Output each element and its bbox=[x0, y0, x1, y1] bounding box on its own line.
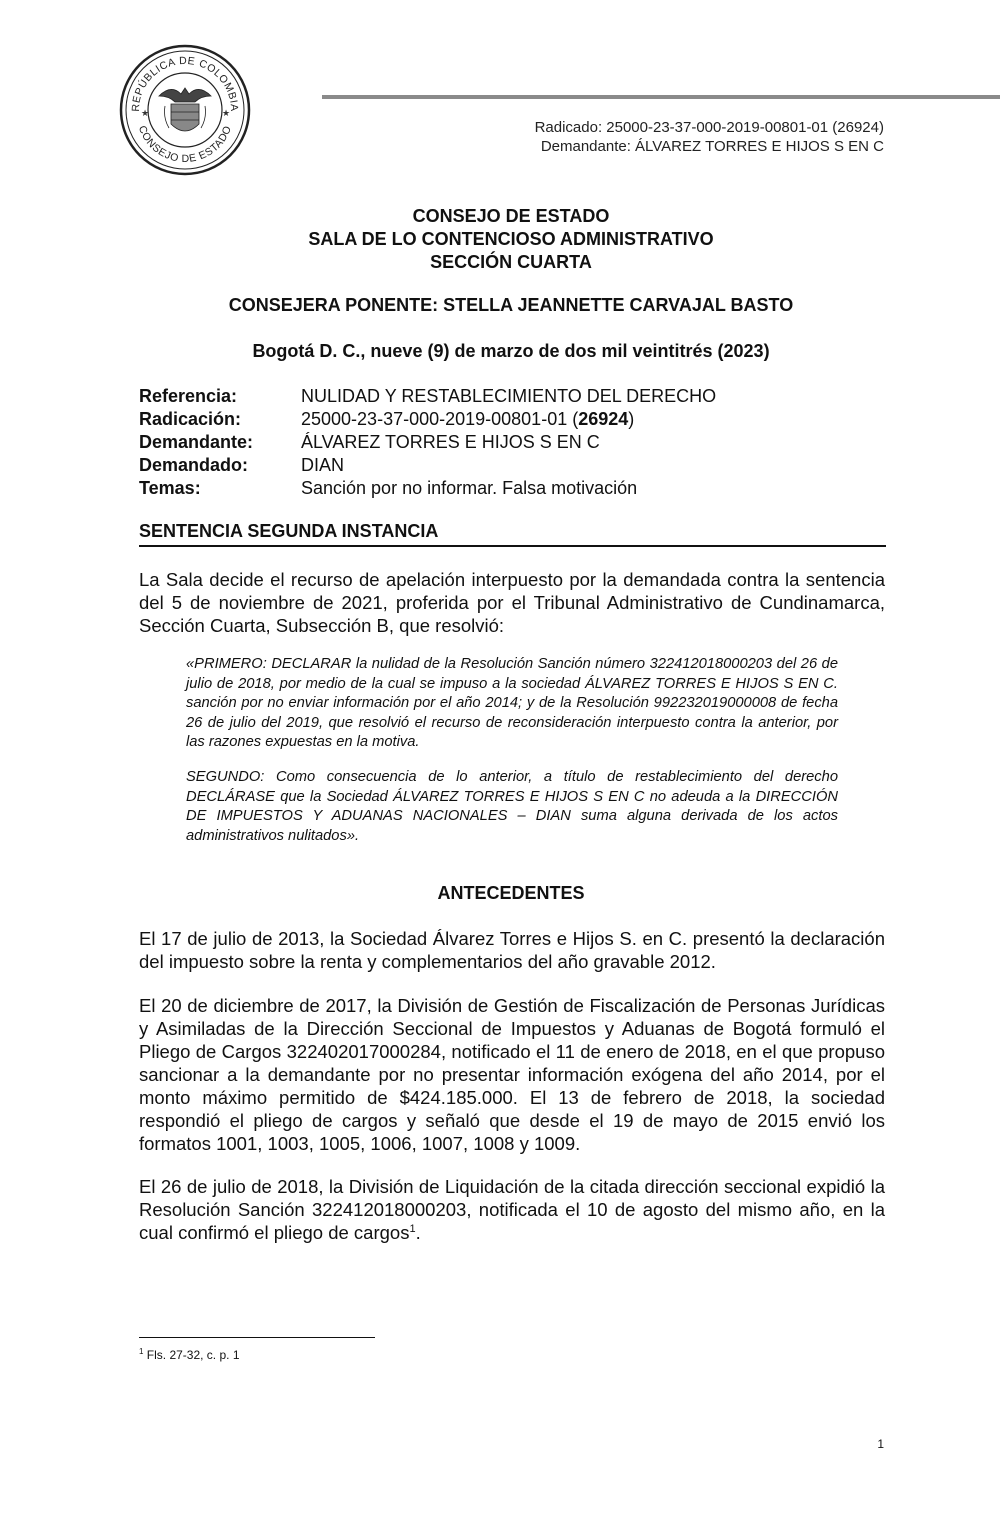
seal-ring-text-bottom: CONSEJO DE ESTADO bbox=[135, 123, 235, 166]
header-rule bbox=[322, 95, 1000, 99]
sentencia-heading: SENTENCIA SEGUNDA INSTANCIA bbox=[139, 520, 886, 547]
temas-value: Sanción por no informar. Falsa motivación bbox=[301, 478, 638, 498]
radicacion-label: Radicación: bbox=[139, 409, 242, 429]
radicacion-internal-number: 26924 bbox=[578, 409, 629, 429]
body-paragraph-2: El 17 de julio de 2013, la Sociedad Álvarez Torres e Hijos S. en C. presentó la declaración del impuesto sobre la renta y complementarios del año gravable 2012. bbox=[139, 928, 885, 972]
header-demandante: Demandante: ÁLVAREZ TORRES E HIJOS S EN C bbox=[540, 138, 884, 155]
reference-row bbox=[139, 431, 716, 454]
date-line: Bogotá D. C., nueve (9) de marzo de dos mil veintitrés (2023) bbox=[252, 341, 770, 361]
radicacion-close: ) bbox=[628, 409, 635, 429]
footnote-text: Fls. 27-32, c. p. 1 bbox=[143, 1348, 240, 1362]
seal-ring-text-top: REPÚBLICA DE COLOMBIA bbox=[129, 54, 241, 112]
referencia-label: Referencia: bbox=[139, 386, 238, 406]
svg-text:★: ★ bbox=[141, 109, 150, 119]
consejo-de-estado-seal bbox=[119, 44, 251, 176]
footnote-divider bbox=[139, 1337, 375, 1338]
header-radicado: Radicado: 25000-23-37-000-2019-00801-01 (26924) bbox=[534, 119, 884, 136]
court-line-1: CONSEJO DE ESTADO bbox=[412, 206, 610, 226]
ponente-line: CONSEJERA PONENTE: STELLA JEANNETTE CARVAJAL BASTO bbox=[228, 295, 794, 315]
paragraph-4-text: El 26 de julio de 2018, la División de Liquidación de la citada dirección seccional expidió la Resolución Sanción 322412018000203, notificada el 10 de agosto del mismo año, en la cual confirmó el pliego de cargos bbox=[139, 1176, 885, 1243]
body-paragraph-1: La Sala decide el recurso de apelación interpuesto por la demandada contra la sentencia del 5 de noviembre de 2021, proferida por el Tribunal Administrativo de Cundinamarca, Sección Cuarta, Subsección B, que resolvió: bbox=[139, 569, 885, 636]
footnote-number: 1 bbox=[139, 1347, 144, 1356]
court-line-2: SALA DE LO CONTENCIOSO ADMINISTRATIVO bbox=[308, 229, 714, 249]
paragraph-4-end: . bbox=[415, 1222, 421, 1243]
demandado-value: DIAN bbox=[301, 455, 345, 475]
court-line-3: SECCIÓN CUARTA bbox=[430, 252, 592, 272]
temas-label: Temas: bbox=[139, 478, 201, 498]
header-info bbox=[535, 118, 884, 156]
radicacion-number: 25000-23-37-000-2019-00801-01 ( bbox=[301, 409, 579, 429]
demandado-label: Demandado: bbox=[139, 455, 249, 475]
footnote bbox=[139, 1347, 240, 1363]
demandante-value: ÁLVAREZ TORRES E HIJOS S EN C bbox=[301, 432, 600, 452]
court-heading bbox=[0, 205, 1000, 274]
footnote-reference[interactable]: 1 bbox=[409, 1222, 416, 1235]
referencia-value: NULIDAD Y RESTABLECIMIENTO DEL DERECHO bbox=[301, 386, 717, 406]
body-paragraph-4 bbox=[139, 1175, 885, 1244]
reference-row bbox=[139, 385, 716, 408]
reference-row bbox=[139, 408, 716, 431]
svg-text:★: ★ bbox=[222, 109, 231, 119]
demandante-label: Demandante: bbox=[139, 432, 254, 452]
quote-primero: «PRIMERO: DECLARAR la nulidad de la Resolución Sanción número 322412018000203 del 26 de julio de 2018, por medio de la cual se impuso a la sociedad ÁLVAREZ TORRES E HIJOS S EN C. sanción por no enviar información por el año 2014; y de la Resolución 992232019000008 de fecha 26 de julio del 2019, que resolvió el recurso de reconsideración interpuesto contra la anterior, por las razones expuestas en la motiva. bbox=[186, 656, 838, 750]
reference-row bbox=[139, 477, 716, 500]
reference-table bbox=[139, 385, 716, 500]
quote-segundo: SEGUNDO: Como consecuencia de lo anterior, a título de restablecimiento del derecho DECLÁRASE que la Sociedad ÁLVAREZ TORRES E HIJOS S EN C no adeuda a la DIRECCIÓN DE IMPUESTOS Y ADUANAS NACIONALES – DIAN suma alguna derivada de los actos administrativos nulitados». bbox=[186, 769, 838, 844]
page-number: 1 bbox=[877, 1437, 884, 1451]
reference-row bbox=[139, 454, 716, 477]
radicacion-value bbox=[301, 408, 634, 431]
antecedentes-heading: ANTECEDENTES bbox=[437, 883, 585, 903]
body-paragraph-3: El 20 de diciembre de 2017, la División de Gestión de Fiscalización de Personas Jurídicas y Asimiladas de la Dirección Seccional de Impuestos y Aduanas de Bogotá formuló el Pliego de Cargos 322402017000284, notificado el 11 de enero de 2018, en el que propuso sancionar a la demandante por no presentar información exógena del año 2014, por el monto máximo permitido de $424.185.000. El 13 de febrero de 2018, la sociedad respondió el pliego de cargos y señaló que desde el 19 de mayo de 2015 envió los formatos 1001, 1003, 1005, 1006, 1007, 1008 y 1009. bbox=[139, 995, 885, 1154]
